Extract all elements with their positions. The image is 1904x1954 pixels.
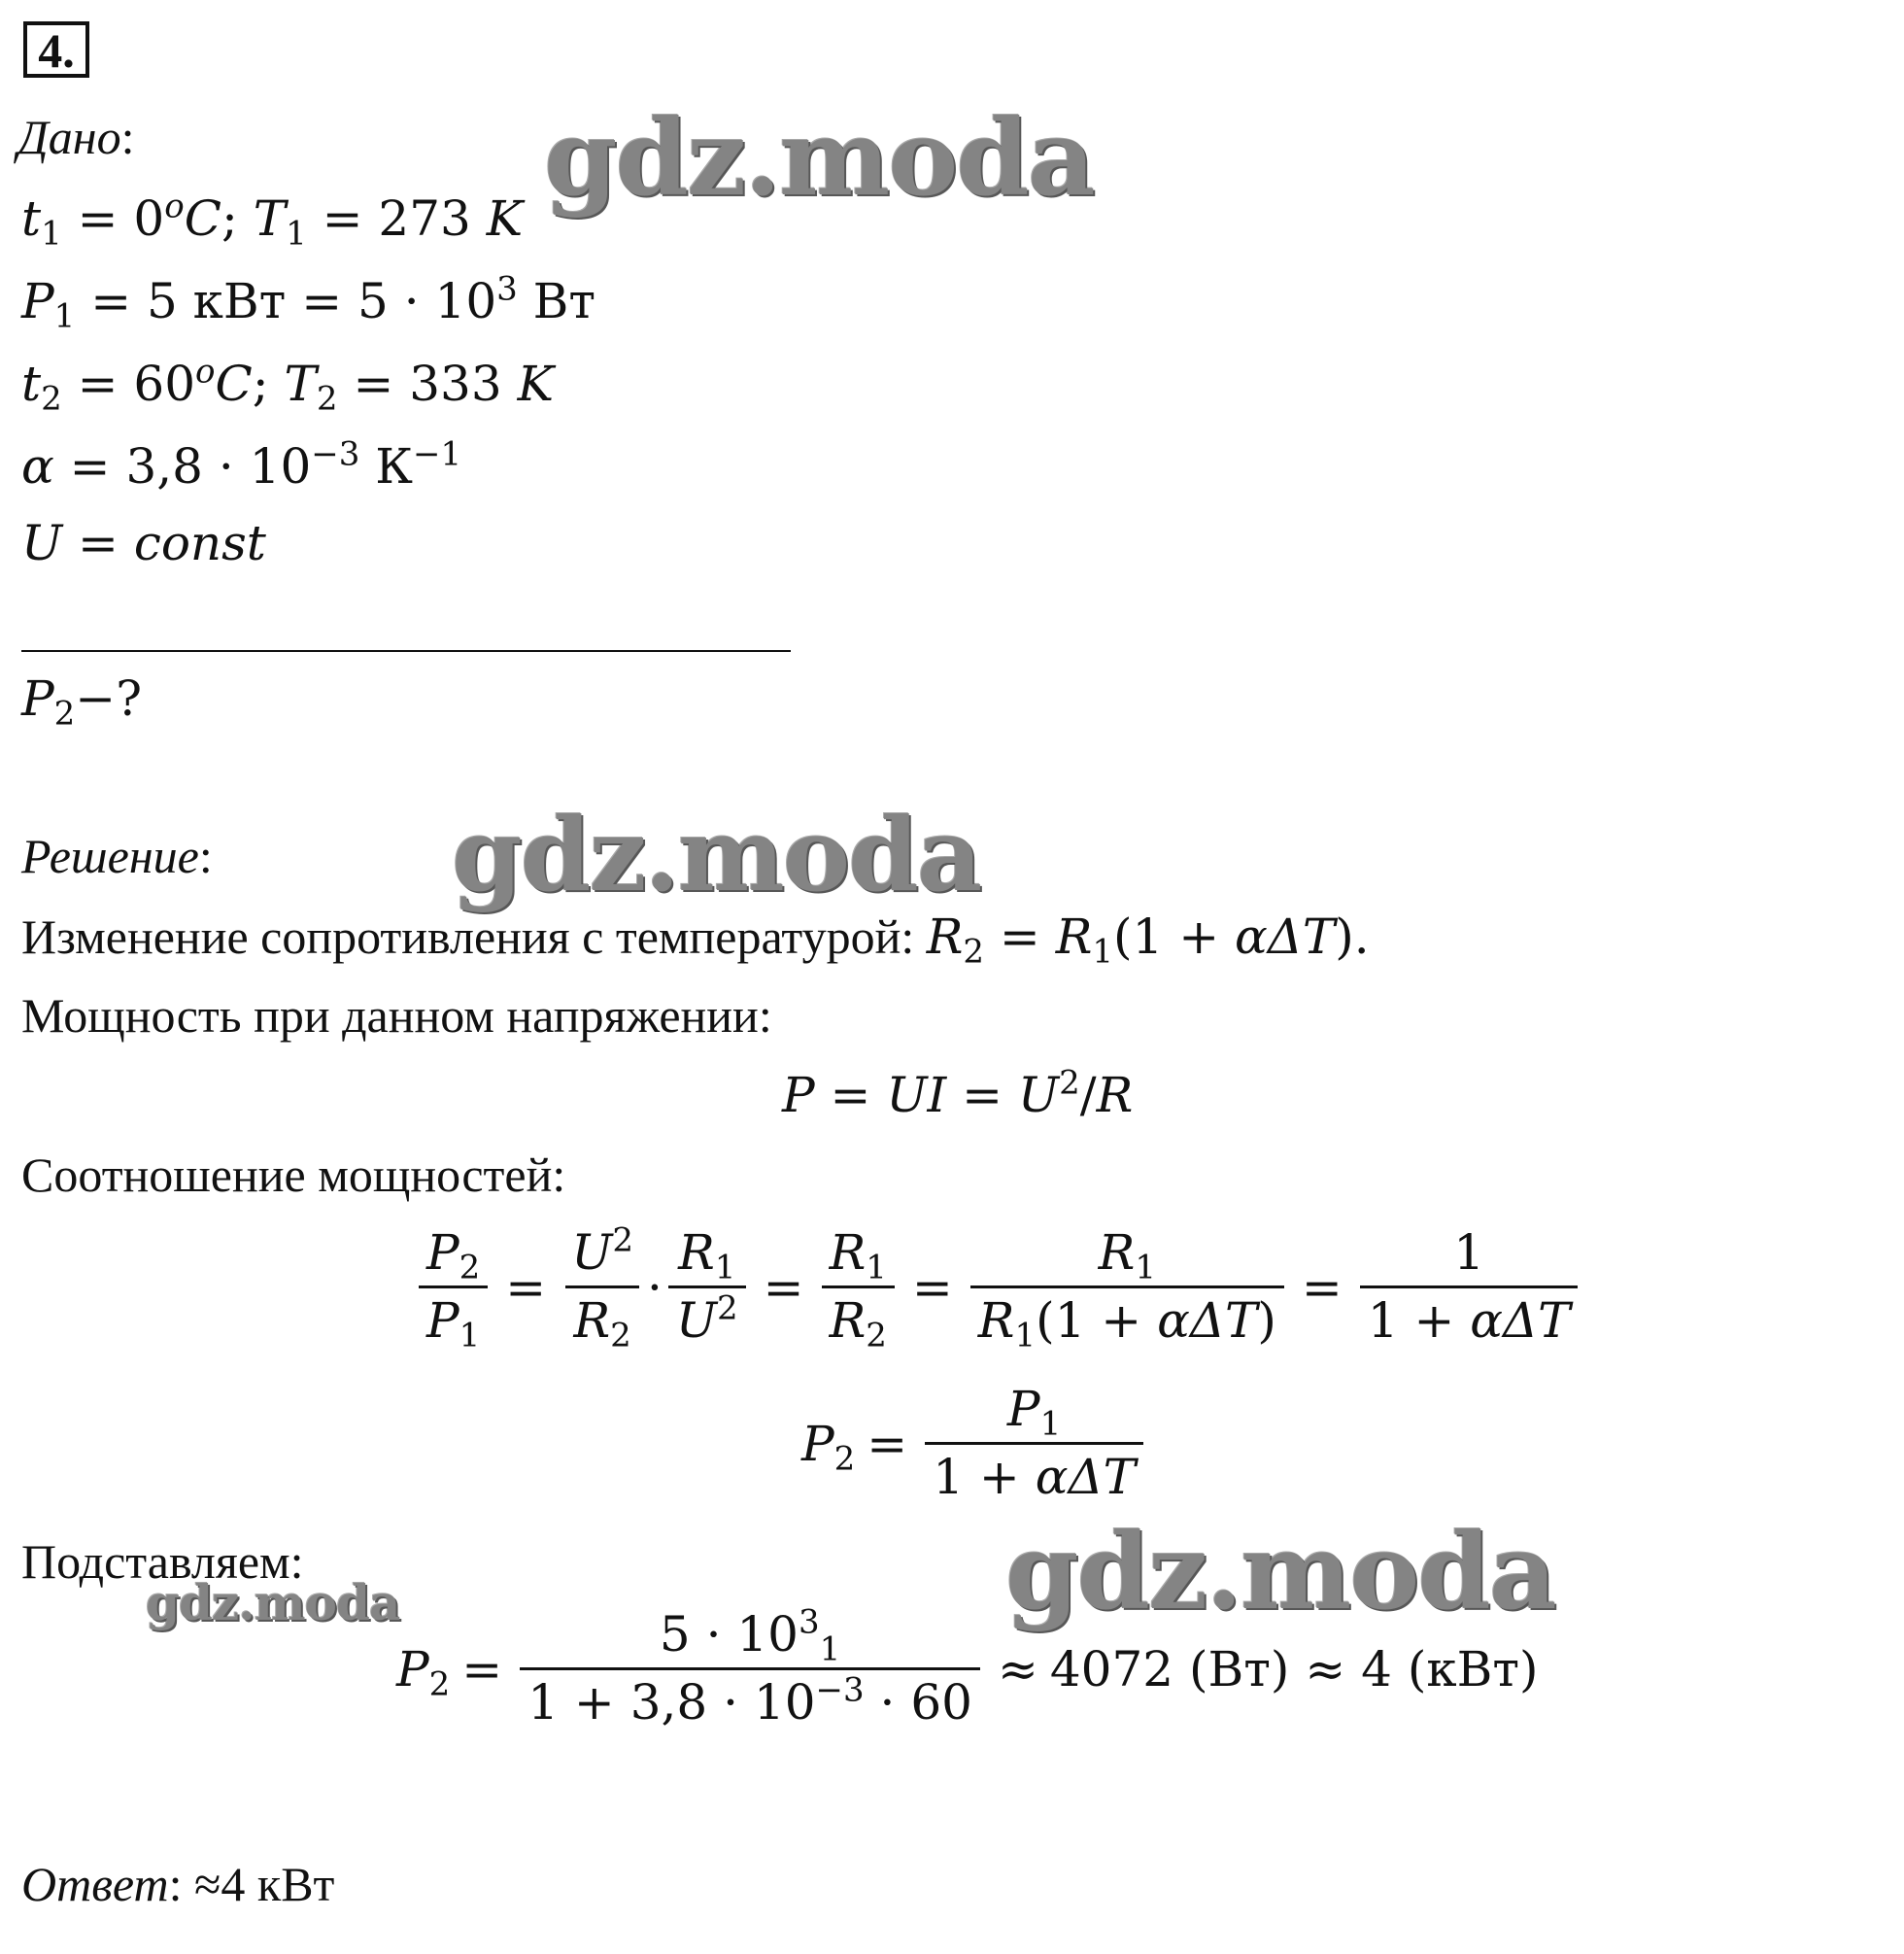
answer-value: ≈4 кВт — [193, 1857, 335, 1911]
given-line-power-1: $P_1 = 5$ кВт = $5 \cdot 10^3$ Вт — [21, 269, 596, 336]
watermark-logo: gdz.moda — [544, 97, 1094, 220]
answer-label: Ответ — [21, 1857, 169, 1911]
solution-label: Решение: — [21, 829, 213, 883]
given-line-temperature-1: $t_1 = 0^oC$; $T_1 = 273$ K — [21, 187, 524, 254]
answer-line: Ответ: ≈4 кВт — [21, 1857, 335, 1911]
watermark-logo: gdz.moda — [452, 795, 981, 914]
power-ratio-text: Соотношение мощностей: — [21, 1148, 566, 1202]
power-at-voltage-text: Мощность при данном напряжении: — [21, 988, 772, 1043]
given-label: Дано: — [17, 110, 135, 164]
power-ratio-formula: $\frac{P_2}{P_1}$ = $\frac{U^2}{R_2}$ · $\frac{R_1}{U^2}$ = $\frac{R_1}{R_2}$ = $\frac{R_1}{R_1(1 + \alpha\Delta T)}$ = $\frac{1}{\text{1 + αΔT}}$ — [413, 1226, 1583, 1348]
watermark-logo: gdz.moda — [1005, 1511, 1555, 1633]
task-number: 4. — [23, 21, 89, 78]
find-line: $P_2-$? — [21, 670, 142, 734]
power-formula: P = UI = $U^2/R$ — [782, 1063, 1134, 1123]
result-formula: $P_2$ = $\frac{P_1}{\text{1 + αΔT}}$ — [801, 1383, 1149, 1504]
resistance-change-text: Изменение сопротивления с температурой: — [21, 909, 915, 964]
given-divider — [21, 650, 791, 652]
substitute-text: Подставляем: — [21, 1534, 304, 1589]
given-line-voltage: U = const — [21, 515, 266, 571]
solution-line-1 — [21, 908, 1370, 972]
watermark-logo: gdz.moda — [146, 1574, 400, 1631]
given-line-temperature-2: $t_2 = 60^oC$; $T_2 = 333$ K — [21, 352, 554, 419]
given-line-alpha: $\alpha = 3,8 \cdot 10^{-3}$ $К^{-1}$ — [21, 434, 462, 495]
calculation-formula: $P_2$ = $\frac{5 \cdot 10^3_1}{1 + 3,8 \cdot 10^{-3} \cdot 60}$ ≈ 4072 (Вт) ≈ 4 (кВт) — [396, 1602, 1539, 1731]
resistance-formula: $R_2 = R_1(1 + \alpha\Delta T)$. — [926, 908, 1370, 972]
